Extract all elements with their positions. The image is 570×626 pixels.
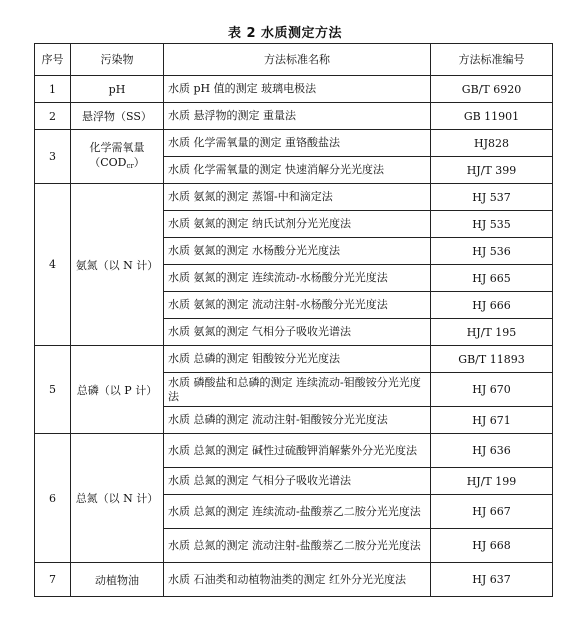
row-no: 3 [35,130,71,184]
standard-code: HJ 671 [431,407,553,434]
table-row [35,434,553,468]
table-row [35,76,553,103]
standard-code: HJ828 [431,130,553,157]
method-name: 水质 磷酸盐和总磷的测定 连续流动-钼酸铵分光光度法 [164,373,431,407]
row-no: 6 [35,434,71,563]
standard-code: HJ 665 [431,265,553,292]
table-row [35,184,553,211]
method-name: 水质 氨氮的测定 流动注射-水杨酸分光光度法 [164,292,431,319]
standard-code: GB/T 11893 [431,346,553,373]
row-no: 5 [35,346,71,434]
standard-code: HJ 537 [431,184,553,211]
standard-code: HJ/T 199 [431,468,553,495]
pollutant-name: 动植物油 [71,563,164,597]
pollutant-name-close: ） [133,155,145,169]
standard-code: HJ 667 [431,495,553,529]
method-name: 水质 总磷的测定 流动注射-钼酸铵分光光度法 [164,407,431,434]
method-name: 水质 氨氮的测定 蒸馏-中和滴定法 [164,184,431,211]
method-name: 水质 pH 值的测定 玻璃电极法 [164,76,431,103]
standard-code: HJ/T 399 [431,157,553,184]
standard-code: HJ 670 [431,373,553,407]
pollutant-name-line1: 化学需氧量 [89,140,145,154]
pollutant-name-subscript: cr [126,161,134,170]
method-name: 水质 化学需氧量的测定 重铬酸盐法 [164,130,431,157]
standard-code: HJ 668 [431,529,553,563]
pollutant-name: 氨氮（以 N 计） [71,184,164,346]
standard-code: HJ/T 195 [431,319,553,346]
col-header-pollutant: 污染物 [71,44,164,76]
table-row [35,130,553,157]
header-row [35,44,553,76]
pollutant-name: 总磷（以 P 计） [71,346,164,434]
method-name: 水质 悬浮物的测定 重量法 [164,103,431,130]
water-quality-methods-table [34,43,553,597]
pollutant-name: pH [71,76,164,103]
method-name: 水质 氨氮的测定 气相分子吸收光谱法 [164,319,431,346]
table-row [35,103,553,130]
method-name: 水质 氨氮的测定 水杨酸分光光度法 [164,238,431,265]
table-row [35,346,553,373]
standard-code: HJ 636 [431,434,553,468]
standard-code: GB 11901 [431,103,553,130]
col-header-method-name: 方法标准名称 [164,44,431,76]
row-no: 2 [35,103,71,130]
pollutant-name [71,130,164,184]
row-no: 1 [35,76,71,103]
pollutant-name: 悬浮物（SS） [71,103,164,130]
table-row [35,563,553,597]
row-no: 4 [35,184,71,346]
row-no: 7 [35,563,71,597]
col-header-standard-no: 方法标准编号 [431,44,553,76]
pollutant-name-line2: （COD [89,155,127,169]
standard-code: HJ 637 [431,563,553,597]
method-name: 水质 氨氮的测定 连续流动-水杨酸分光光度法 [164,265,431,292]
table-title: 表 2 水质测定方法 [227,26,343,41]
method-name: 水质 总磷的测定 钼酸铵分光光度法 [164,346,431,373]
pollutant-name: 总氮（以 N 计） [71,434,164,563]
standard-code: HJ 535 [431,211,553,238]
method-name: 水质 化学需氧量的测定 快速消解分光光度法 [164,157,431,184]
method-name: 水质 总氮的测定 碱性过硫酸钾消解紫外分光光度法 [164,434,431,468]
method-name: 水质 石油类和动植物油类的测定 红外分光光度法 [164,563,431,597]
method-name: 水质 总氮的测定 气相分子吸收光谱法 [164,468,431,495]
method-name: 水质 总氮的测定 流动注射-盐酸萘乙二胺分光光度法 [164,529,431,563]
standard-code: GB/T 6920 [431,76,553,103]
method-name: 水质 氨氮的测定 纳氏试剂分光光度法 [164,211,431,238]
standard-code: HJ 666 [431,292,553,319]
method-name: 水质 总氮的测定 连续流动-盐酸萘乙二胺分光光度法 [164,495,431,529]
standard-code: HJ 536 [431,238,553,265]
col-header-no: 序号 [35,44,71,76]
